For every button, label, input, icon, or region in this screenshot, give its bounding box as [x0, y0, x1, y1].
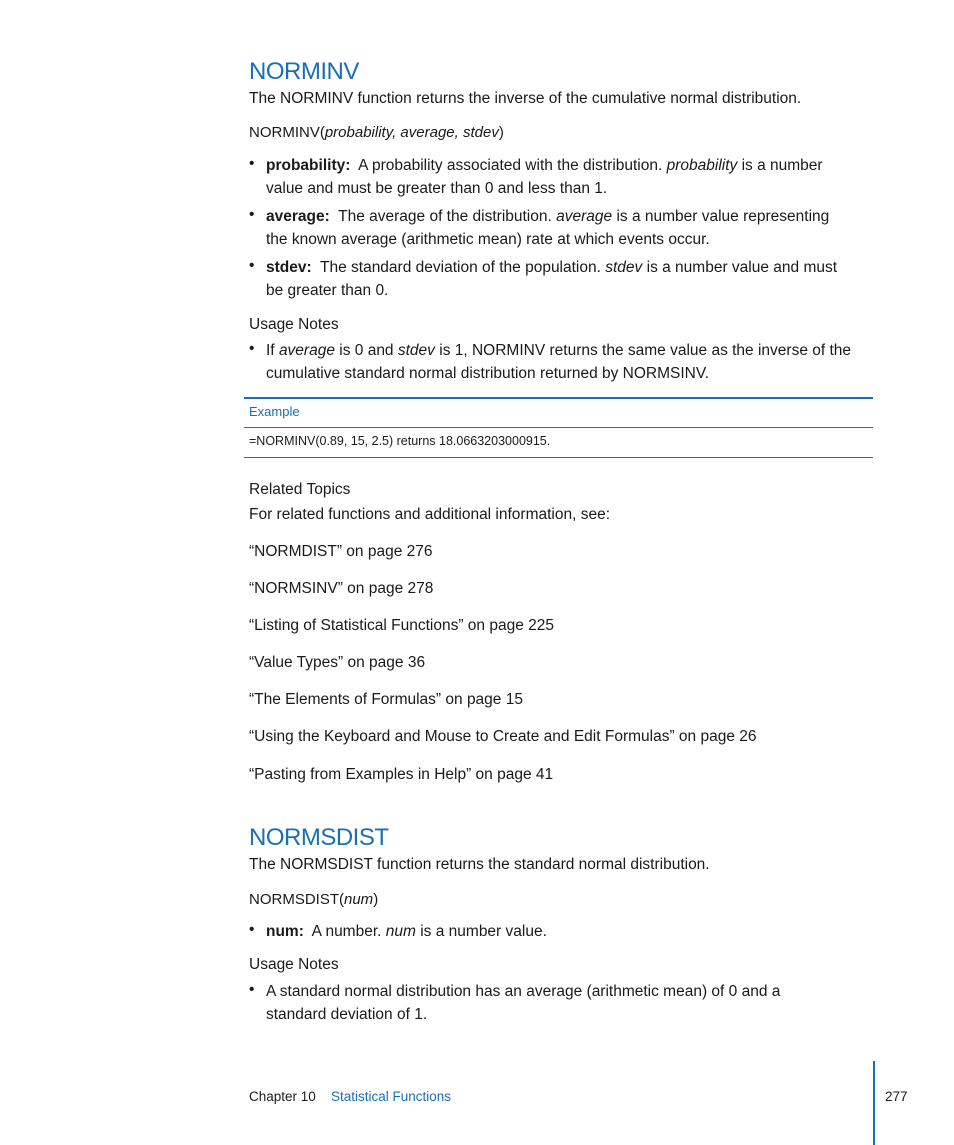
- related-link[interactable]: “The Elements of Formulas” on page 15: [249, 691, 523, 708]
- argument-num: [266, 920, 866, 943]
- related-link[interactable]: “Listing of Statistical Functions” on page 225: [249, 617, 555, 634]
- usage-italic: stdev: [397, 342, 435, 359]
- norminv-intro: The NORMINV function returns the inverse of the cumulative normal distribution.: [249, 90, 802, 107]
- bullet: •: [249, 206, 255, 223]
- example-divider: [244, 427, 873, 428]
- argument-name: average:: [266, 208, 330, 225]
- argument-desc-suffix: is a number: [741, 157, 823, 174]
- bullet: •: [249, 340, 255, 357]
- argument-name: num:: [266, 923, 304, 940]
- usage-text: standard deviation of 1.: [266, 1006, 428, 1023]
- related-link[interactable]: “Using the Keyboard and Mouse to Create and Edit Formulas” on page 26: [249, 728, 757, 745]
- usage-notes-heading: Usage Notes: [249, 316, 339, 333]
- bullet: •: [249, 981, 255, 998]
- related-link[interactable]: “Value Types” on page 36: [249, 654, 426, 671]
- argument-italic: stdev: [605, 259, 643, 276]
- norminv-title: NORMINV: [249, 58, 359, 85]
- usage-note: [266, 980, 866, 1026]
- argument-italic: num: [385, 923, 416, 940]
- open-paren: (: [319, 124, 325, 141]
- footer-vertical-rule: [873, 1061, 875, 1145]
- example-top-rule: [244, 397, 873, 399]
- bullet: •: [249, 155, 255, 172]
- example-code: =NORMINV(0.89, 15, 2.5) returns 18.0663203000915.: [249, 434, 551, 448]
- usage-text: is 1, NORMINV returns the same value as the inverse of the: [439, 342, 852, 359]
- usage-notes-heading: Usage Notes: [249, 956, 339, 973]
- argument-desc-line2: value and must be greater than 0 and less than 1.: [266, 180, 608, 197]
- argument-italic: average: [556, 208, 613, 225]
- argument-name: probability:: [266, 157, 351, 174]
- normsdist-title: NORMSDIST: [249, 824, 389, 851]
- argument-desc: The average of the distribution.: [338, 208, 552, 225]
- argument-name: stdev:: [266, 259, 312, 276]
- bullet: •: [249, 257, 255, 274]
- related-link[interactable]: “NORMDIST” on page 276: [249, 543, 433, 560]
- signature-function-name: NORMINV: [249, 124, 320, 141]
- example-bottom-rule: [244, 457, 873, 458]
- usage-note: [266, 339, 866, 385]
- argument-desc: A number.: [311, 923, 382, 940]
- argument-italic: probability: [666, 157, 738, 174]
- argument-desc-line2: the known average (arithmetic mean) rate at which events occur.: [266, 231, 710, 248]
- argument-desc: A probability associated with the distribution.: [358, 157, 663, 174]
- normsdist-intro: The NORMSDIST function returns the standard normal distribution.: [249, 856, 710, 873]
- argument-desc-line2: be greater than 0.: [266, 282, 389, 299]
- argument-desc-suffix: is a number value.: [420, 923, 547, 940]
- signature-function-name: NORMSDIST: [249, 891, 339, 908]
- related-link[interactable]: “NORMSINV” on page 278: [249, 580, 434, 597]
- argument-average: [266, 205, 866, 251]
- norminv-signature: [249, 124, 504, 141]
- usage-text: cumulative standard normal distribution returned by NORMSINV.: [266, 365, 710, 382]
- example-label: Example: [249, 404, 300, 419]
- close-paren: ): [373, 891, 379, 908]
- usage-text: is 0 and: [339, 342, 394, 359]
- related-topics-intro: For related functions and additional information, see:: [249, 506, 611, 523]
- close-paren: ): [498, 124, 504, 141]
- footer-chapter: Chapter 10: [249, 1089, 316, 1104]
- usage-text: A standard normal distribution has an average (arithmetic mean) of 0 and a: [266, 983, 781, 1000]
- related-link[interactable]: “Pasting from Examples in Help” on page 41: [249, 766, 554, 783]
- argument-probability: [266, 154, 866, 200]
- usage-italic: average: [278, 342, 335, 359]
- argument-stdev: [266, 256, 866, 302]
- argument-desc: The standard deviation of the population.: [320, 259, 601, 276]
- page-number: 277: [885, 1089, 908, 1104]
- usage-text: If: [266, 342, 275, 359]
- signature-args: num: [344, 891, 374, 908]
- argument-desc-suffix: is a number value and must: [646, 259, 838, 276]
- footer-chapter-title[interactable]: Statistical Functions: [331, 1089, 452, 1104]
- normsdist-signature: [249, 891, 378, 908]
- related-topics-heading: Related Topics: [249, 481, 351, 498]
- bullet: •: [249, 921, 255, 938]
- argument-desc-suffix: is a number value representing: [616, 208, 830, 225]
- signature-args: probability, average, stdev: [324, 124, 499, 141]
- open-paren: (: [339, 891, 344, 908]
